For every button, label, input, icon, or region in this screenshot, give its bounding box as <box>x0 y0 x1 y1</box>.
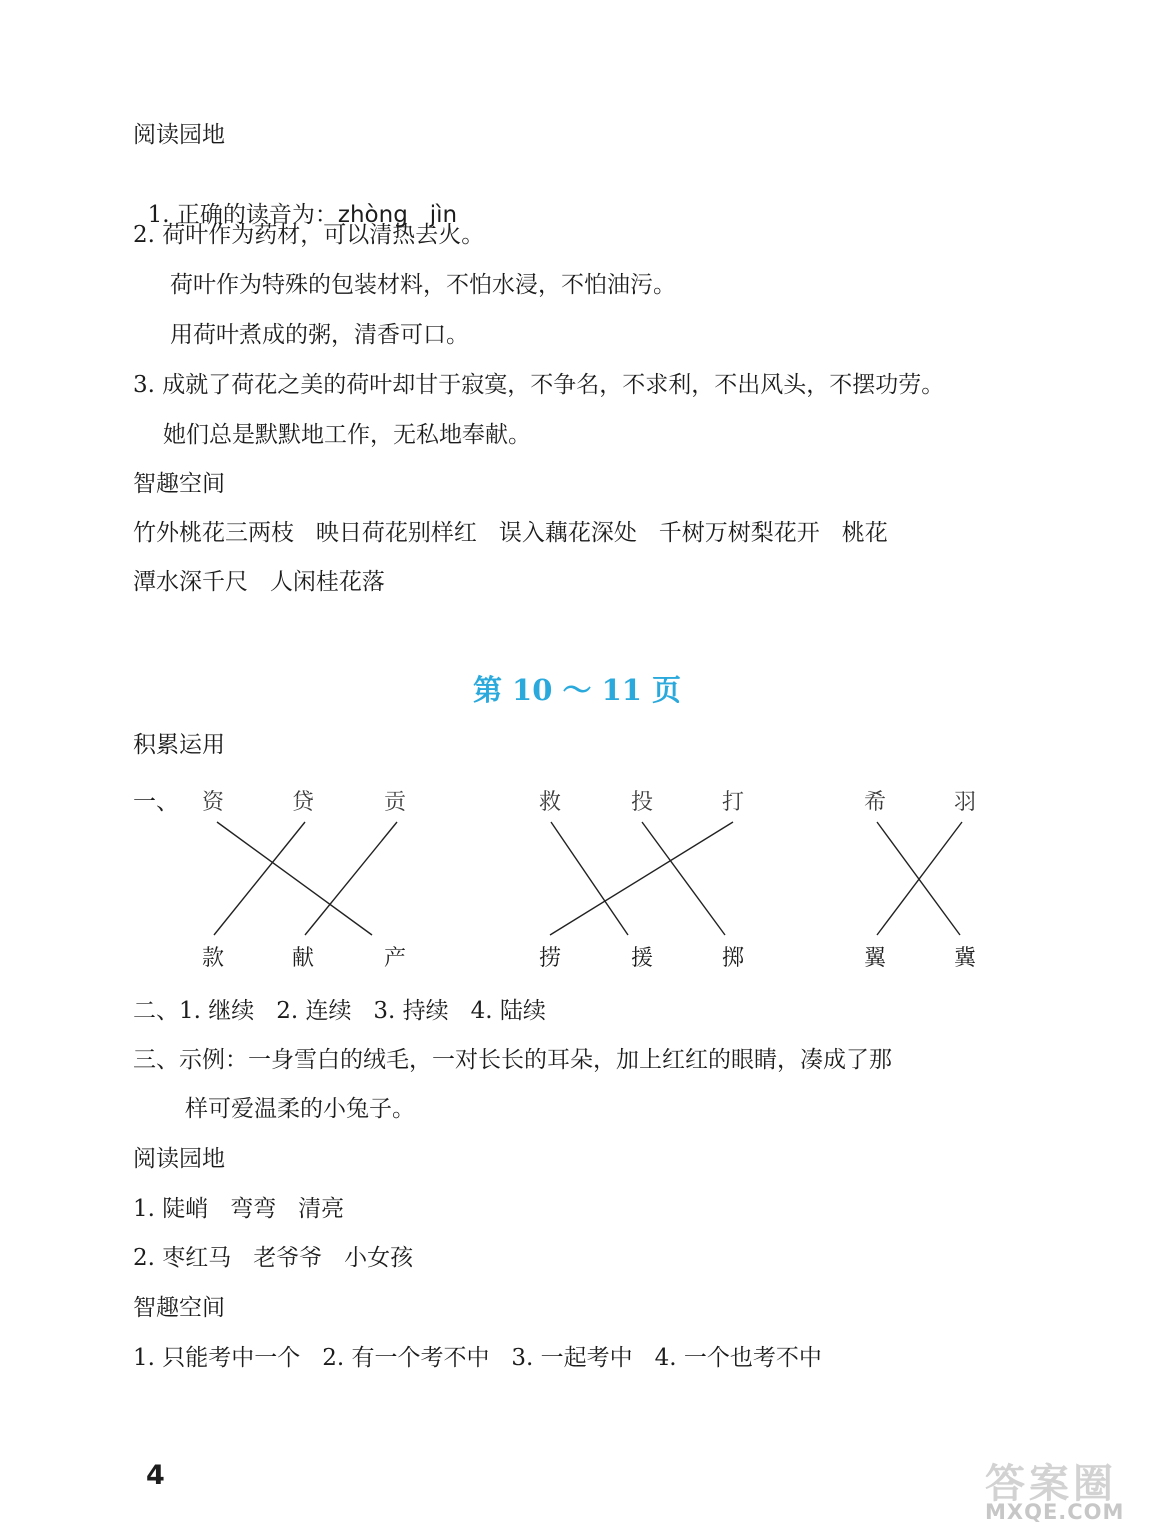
match-g2-bottom-3: 掷 <box>721 946 744 971</box>
match-g1-top-2: 贷 <box>291 790 314 815</box>
match-g1-bottom-3: 产 <box>383 946 406 971</box>
match-g2-top-2: 投 <box>630 790 653 815</box>
fun-line1: 竹外桃花三两枝 映日荷花别样红 误入藕花深处 千树万树梨花开 桃花 <box>133 520 888 546</box>
page-range-title: 第 10 ～ 11 页 <box>472 673 682 707</box>
match-g1-bottom-1: 款 <box>201 946 224 971</box>
match-line-g1-c <box>305 822 397 935</box>
part3-line2: 样可爱温柔的小兔子。 <box>185 1096 415 1122</box>
reading2-r1: 1. 陡峭 弯弯 清亮 <box>133 1196 345 1222</box>
reading2-r2: 2. 枣红马 老爷爷 小女孩 <box>133 1245 414 1271</box>
match-g1-bottom-2: 献 <box>291 946 314 971</box>
match-line-g2-b <box>642 822 725 935</box>
watermark-logo: 答案圈 <box>985 1461 1117 1507</box>
match-g2-top-1: 救 <box>538 790 561 815</box>
match-g3-bottom-1: 翼 <box>863 946 886 971</box>
match-g2-top-3: 打 <box>721 790 744 815</box>
fun-heading-2: 智趣空间 <box>133 1295 225 1321</box>
match-g2-bottom-1: 捞 <box>538 946 561 971</box>
match-line-g1-b <box>214 822 305 935</box>
part2: 二、1. 继续 2. 连续 3. 持续 4. 陆续 <box>133 998 546 1024</box>
reading-q2-line3: 用荷叶煮成的粥，清香可口。 <box>170 322 469 348</box>
reading-q3-line2: 她们总是默默地工作，无私地奉献。 <box>163 422 531 448</box>
match-g2-bottom-2: 援 <box>630 946 653 971</box>
match-line-g1-a <box>217 822 372 935</box>
fun-line2: 潭水深千尺 人闲桂花落 <box>133 569 385 595</box>
match-g3-top-1: 希 <box>863 790 886 815</box>
accumulate-heading: 积累运用 <box>133 732 225 758</box>
watermark-url: MXQE.COM <box>985 1500 1125 1524</box>
match-line-g2-c <box>550 822 733 935</box>
match-g1-top-1: 资 <box>201 790 224 815</box>
match-g3-bottom-2: 冀 <box>953 946 976 971</box>
reading-q2-line1: 2. 荷叶作为药材，可以清热去火。 <box>133 222 485 248</box>
reading-heading-1: 阅读园地 <box>133 122 225 148</box>
match-g3-top-2: 羽 <box>953 790 976 815</box>
reading-q2-line2: 荷叶作为特殊的包装材料，不怕水浸，不怕油污。 <box>170 272 676 298</box>
reading-heading-2: 阅读园地 <box>133 1146 225 1172</box>
fun-heading-1: 智趣空间 <box>133 471 225 497</box>
fun2-f1: 1. 只能考中一个 2. 有一个考不中 3. 一起考中 4. 一个也考不中 <box>133 1345 822 1371</box>
part3-line1: 三、示例：一身雪白的绒毛，一对长长的耳朵，加上红红的眼睛，凑成了那 <box>133 1047 892 1073</box>
reading-q1-pinyin: zhòng jìn <box>337 202 458 228</box>
match-line-g2-a <box>551 822 628 935</box>
reading-q1-label: 1. 正确的读音为： <box>147 202 338 228</box>
part1-label: 一、 <box>133 789 179 815</box>
reading-q3-line1: 3. 成就了荷花之美的荷叶却甘于寂寞，不争名，不求利，不出风头，不摆功劳。 <box>133 372 945 398</box>
match-g1-top-3: 贡 <box>383 790 406 815</box>
page-number: 4 <box>146 1460 165 1491</box>
